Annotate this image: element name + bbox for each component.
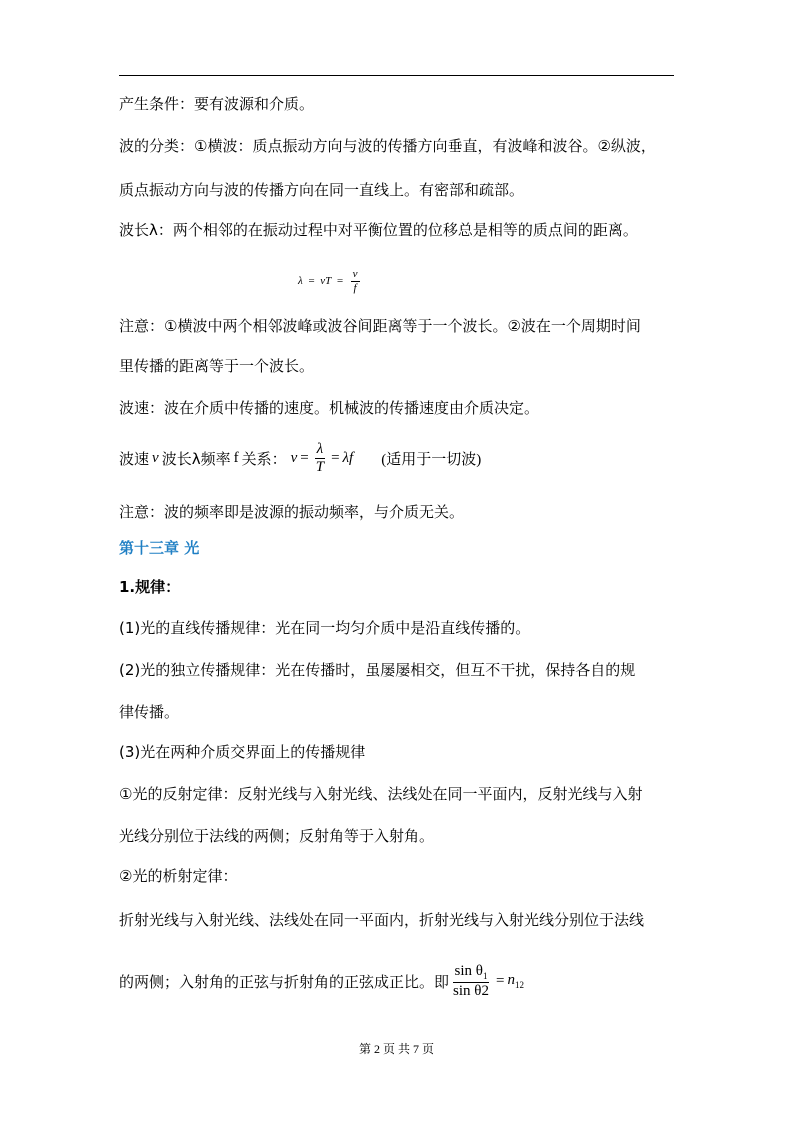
- fraction-denominator: f: [353, 281, 357, 294]
- text-line-reflection: ①光的反射定律：反射光线与入射光线、法线处在同一平面内，反射光线与入射: [119, 785, 643, 803]
- snell-fraction: [451, 963, 491, 999]
- speed-label-2: 波长λ频率: [161, 449, 231, 468]
- speed-fraction: [314, 441, 326, 475]
- text-line-reflection-cont: 光线分别位于法线的两侧；反射角等于入射角。: [119, 827, 435, 845]
- text-line-note-1: 注意：①横波中两个相邻波峰或波谷间距离等于一个波长。②波在一个周期时间: [119, 317, 641, 335]
- snell-index: $n_{12}$: [507, 972, 524, 990]
- speed-fraction-denominator: T: [315, 458, 325, 475]
- speed-formula-equals-2: =: [331, 449, 340, 466]
- page-footer: 第 2 页 共 7 页: [358, 1042, 434, 1056]
- speed-formula-v: v: [290, 449, 298, 466]
- text-line-law-2: (2)光的独立传播规律：光在传播时，虽屡屡相交，但互不干扰，保持各自的规: [119, 661, 636, 679]
- text-line-wave-speed: 波速：波在介质中传播的速度。机械波的传播速度由介质决定。: [119, 399, 540, 417]
- formula-fraction: [351, 268, 360, 293]
- formula-wave-speed-line: [119, 438, 481, 478]
- speed-formula-equals-1: =: [300, 449, 309, 466]
- formula-lambda: λ: [298, 275, 303, 287]
- text-line-note-2: 注意：波的频率即是波源的振动频率，与介质无关。: [119, 503, 465, 521]
- formula-equals-2: =: [336, 275, 344, 287]
- formula-equals-1: =: [307, 275, 316, 287]
- header-rule: [119, 75, 674, 76]
- formula-snell-line: [119, 958, 524, 1004]
- snell-text: 的两侧；入射角的正弦与折射角的正弦成正比。即: [119, 972, 450, 991]
- speed-fraction-numerator: λ: [316, 441, 324, 457]
- text-line-law-3: (3)光在两种介质交界面上的传播规律: [119, 743, 366, 761]
- text-line-conditions: 产生条件：要有波源和介质。: [119, 95, 315, 113]
- text-line-refraction-title: ②光的析射定律：: [119, 867, 238, 885]
- text-line-refraction: 折射光线与入射光线、法线处在同一平面内，折射光线与入射光线分别位于法线: [119, 911, 645, 929]
- speed-applicability-note: (适用于一切波): [381, 451, 482, 468]
- speed-symbol-f: f: [233, 449, 239, 466]
- speed-formula-lambda-f: λf: [342, 449, 354, 466]
- speed-label-3: 关系：: [241, 449, 287, 468]
- section-heading-laws: 1.规律：: [119, 578, 181, 596]
- text-line-longitudinal: 质点振动方向与波的传播方向在同一直线上。有密部和疏部。: [119, 181, 525, 199]
- text-line-law-2-cont: 律传播。: [119, 703, 180, 721]
- text-line-wavelength: 波长λ：两个相邻的在振动过程中对平衡位置的位移总是相等的质点间的距离。: [119, 221, 638, 239]
- snell-equals: =: [495, 972, 505, 989]
- text-line-law-1: (1)光的直线传播规律：光在同一均匀介质中是沿直线传播的。: [119, 619, 531, 637]
- formula-vT: vT: [320, 275, 332, 287]
- text-line-wave-types: 波的分类：①横波：质点振动方向与波的传播方向垂直，有波峰和波谷。②纵波，: [119, 137, 656, 155]
- fraction-numerator: v: [352, 268, 358, 281]
- snell-denominator: sin θ2: [453, 982, 489, 999]
- text-line-note-1-cont: 里传播的距离等于一个波长。: [119, 357, 315, 375]
- speed-label-1: 波速: [119, 449, 150, 468]
- chapter-heading: 第十三章 光: [119, 539, 200, 557]
- speed-symbol-v: v: [152, 449, 159, 466]
- formula-wavelength: [298, 264, 362, 298]
- snell-numerator: $\sin \theta_1$: [454, 962, 488, 981]
